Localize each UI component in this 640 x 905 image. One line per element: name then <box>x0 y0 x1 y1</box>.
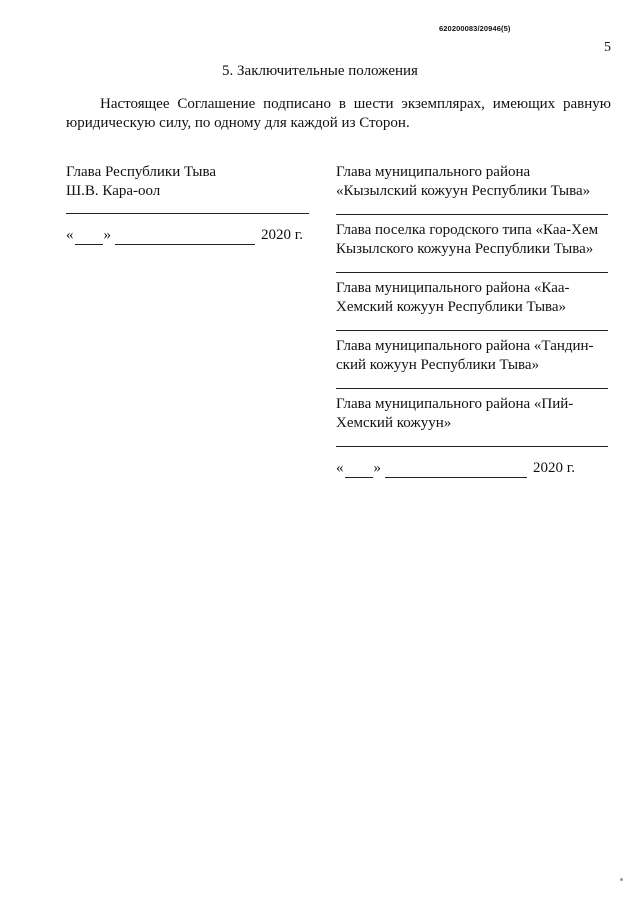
right-signatories-block <box>336 163 608 478</box>
right-signatory-4-line1: Глава муниципального района «Тандин- <box>336 338 594 354</box>
right-date-close-quote: » <box>373 460 381 476</box>
right-date-year: 2020 г. <box>533 460 575 476</box>
right-signatory-5-line2: Хемский кожуун» <box>336 415 452 431</box>
right-signatory-3 <box>336 279 608 331</box>
right-signature-line-3 <box>336 330 608 331</box>
left-signatory-block <box>66 163 316 245</box>
right-signatory-3-line2: Хемский кожуун Республики Тыва» <box>336 299 567 315</box>
document-number: 620200083/20946(5) <box>439 24 511 33</box>
right-date-open-quote: « <box>336 460 344 476</box>
right-signatory-1-line1: Глава муниципального района <box>336 164 531 180</box>
left-signature-line <box>66 213 309 214</box>
left-date-day-blank <box>75 230 103 245</box>
right-signatory-1-line2: «Кызылский кожуун Республики Тыва» <box>336 183 591 199</box>
right-date-month-blank <box>385 463 527 478</box>
right-date-day-blank <box>345 463 373 478</box>
right-signatory-2-line2: Кызылского кожууна Республики Тыва» <box>336 241 594 257</box>
right-signatory-2-line1: Глава поселка городского типа «Каа-Хем <box>336 222 599 238</box>
paragraph-line-2: юридическую силу, по одному для каждой из Сторон. <box>66 115 410 131</box>
right-signatory-4-line2: ский кожуун Республики Тыва» <box>336 357 540 373</box>
left-date-year: 2020 г. <box>261 227 303 243</box>
scan-dot-mark <box>620 878 623 881</box>
right-signatory-3-line1: Глава муниципального района «Каа- <box>336 280 570 296</box>
right-signatory-5-line1: Глава муниципального района «Пий- <box>336 396 574 412</box>
closing-paragraph <box>66 95 611 133</box>
right-date-row <box>336 459 608 478</box>
left-date-row <box>66 226 316 245</box>
left-date-month-blank <box>115 230 255 245</box>
right-signature-line-1 <box>336 214 608 215</box>
right-signatory-5 <box>336 395 608 447</box>
right-signature-line-2 <box>336 272 608 273</box>
right-signatory-2 <box>336 221 608 273</box>
section-title: 5. Заключительные положения <box>222 63 418 79</box>
left-date-open-quote: « <box>66 227 74 243</box>
right-signatory-4 <box>336 337 608 389</box>
right-signature-line-4 <box>336 388 608 389</box>
right-signature-line-5 <box>336 446 608 447</box>
left-date-close-quote: » <box>103 227 111 243</box>
left-signatory-title: Глава Республики Тыва <box>66 164 217 180</box>
right-signatory-1 <box>336 163 608 215</box>
paragraph-line-1: Настоящее Соглашение подписано в шести экземплярах, имеющих равную <box>100 96 611 112</box>
page-number: 5 <box>604 40 611 55</box>
left-signatory-name: Ш.В. Кара-оол <box>66 183 161 199</box>
